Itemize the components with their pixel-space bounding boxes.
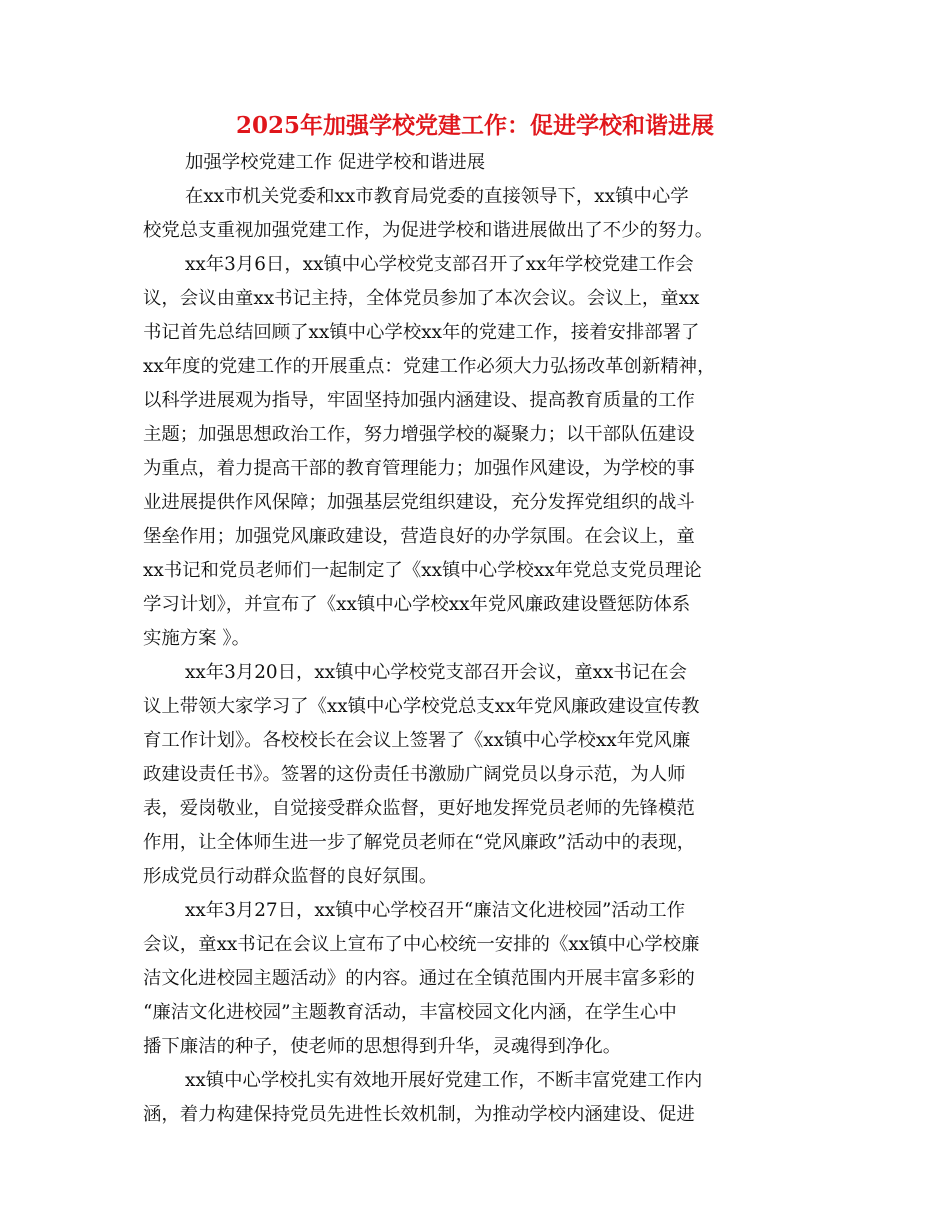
- text-line: 主题；加强思想政治工作，努力增强学校的凝聚力；以干部队伍建设: [143, 424, 695, 445]
- text-line: 政建设责任书》。签署的这份责任书激励广阔党员以身示范，为人师: [143, 764, 686, 785]
- text-line: 议，会议由童xx书记主持，全体党员参加了本次会议。会议上，童xx: [143, 288, 700, 309]
- text-line: 书记首先总结回顾了xx镇中心学校xx年的党建工作，接着安排部署了: [143, 322, 700, 343]
- text-line: xx年度的党建工作的开展重点：党建工作必须大力弘扬改革创新精神，: [143, 356, 716, 377]
- text-line: xx镇中心学校扎实有效地开展好党建工作，不断丰富党建工作内: [185, 1070, 703, 1091]
- text-line: 议上带领大家学习了《xx镇中心学校党总支xx年党风廉政建设宣传教: [143, 696, 700, 717]
- subtitle-line: 加强学校党建工作 促进学校和谐进展: [185, 152, 486, 173]
- paragraph-2: [143, 248, 808, 656]
- text-line: 育工作计划》。各校校长在会议上签署了《xx镇中心学校xx年党风廉: [143, 730, 691, 751]
- text-line: 以科学进展观为指导，牢固坚持加强内涵建设、提高教育质量的工作: [143, 390, 695, 411]
- text-line: xx年3月27日，xx镇中心学校召开“廉洁文化进校园”活动工作: [185, 900, 685, 921]
- text-line: 形成党员行动群众监督的良好氛围。: [143, 866, 438, 887]
- paragraph-1: [143, 180, 808, 248]
- text-line: 在xx市机关党委和xx市教育局党委的直接领导下，xx镇中心学: [185, 186, 689, 207]
- text-line: xx书记和党员老师们一起制定了《xx镇中心学校xx年党总支党员理论: [143, 560, 702, 581]
- text-line: xx年3月20日，xx镇中心学校党支部召开会议，童xx书记在会: [185, 662, 687, 683]
- paragraph-3: [143, 656, 808, 894]
- text-line: xx年3月6日，xx镇中心学校党支部召开了xx年学校党建工作会: [185, 254, 694, 275]
- document-body: [143, 146, 808, 1132]
- paragraph-4: [143, 894, 808, 1064]
- text-line: 业进展提供作风保障；加强基层党组织建设，充分发挥党组织的战斗: [143, 492, 695, 513]
- text-line: 播下廉洁的种子，使老师的思想得到升华，灵魂得到净化。: [143, 1036, 622, 1057]
- text-line: 作用，让全体师生进一步了解党员老师在“党风廉政”活动中的表现，: [143, 832, 696, 853]
- text-line: 表，爱岗敬业，自觉接受群众监督，更好地发挥党员老师的先锋模范: [143, 798, 695, 819]
- text-line: 学习计划》，并宣布了《xx镇中心学校xx年党风廉政建设暨惩防体系: [143, 594, 691, 615]
- text-line: “廉洁文化进校园”主题教育活动，丰富校园文化内涵，在学生心中: [143, 1002, 677, 1023]
- paragraph-5: [143, 1064, 808, 1132]
- text-line: 涵，着力构建保持党员先进性长效机制，为推动学校内涵建设、促进: [143, 1104, 695, 1125]
- text-line: 校党总支重视加强党建工作，为促进学校和谐进展做出了不少的努力。: [143, 220, 714, 241]
- text-line: 会议，童xx书记在会议上宣布了中心校统一安排的《xx镇中心学校廉: [143, 934, 700, 955]
- document-title: 2025年加强学校党建工作：促进学校和谐进展: [235, 112, 714, 139]
- text-line: 为重点，着力提高干部的教育管理能力；加强作风建设，为学校的事: [143, 458, 695, 479]
- text-line: 实施方案 》。: [143, 628, 250, 649]
- text-line: 洁文化进校园主题活动》的内容。通过在全镇范围内开展丰富多彩的: [143, 968, 695, 989]
- text-line: 堡垒作用；加强党风廉政建设，营造良好的办学氛围。在会议上，童: [143, 526, 695, 547]
